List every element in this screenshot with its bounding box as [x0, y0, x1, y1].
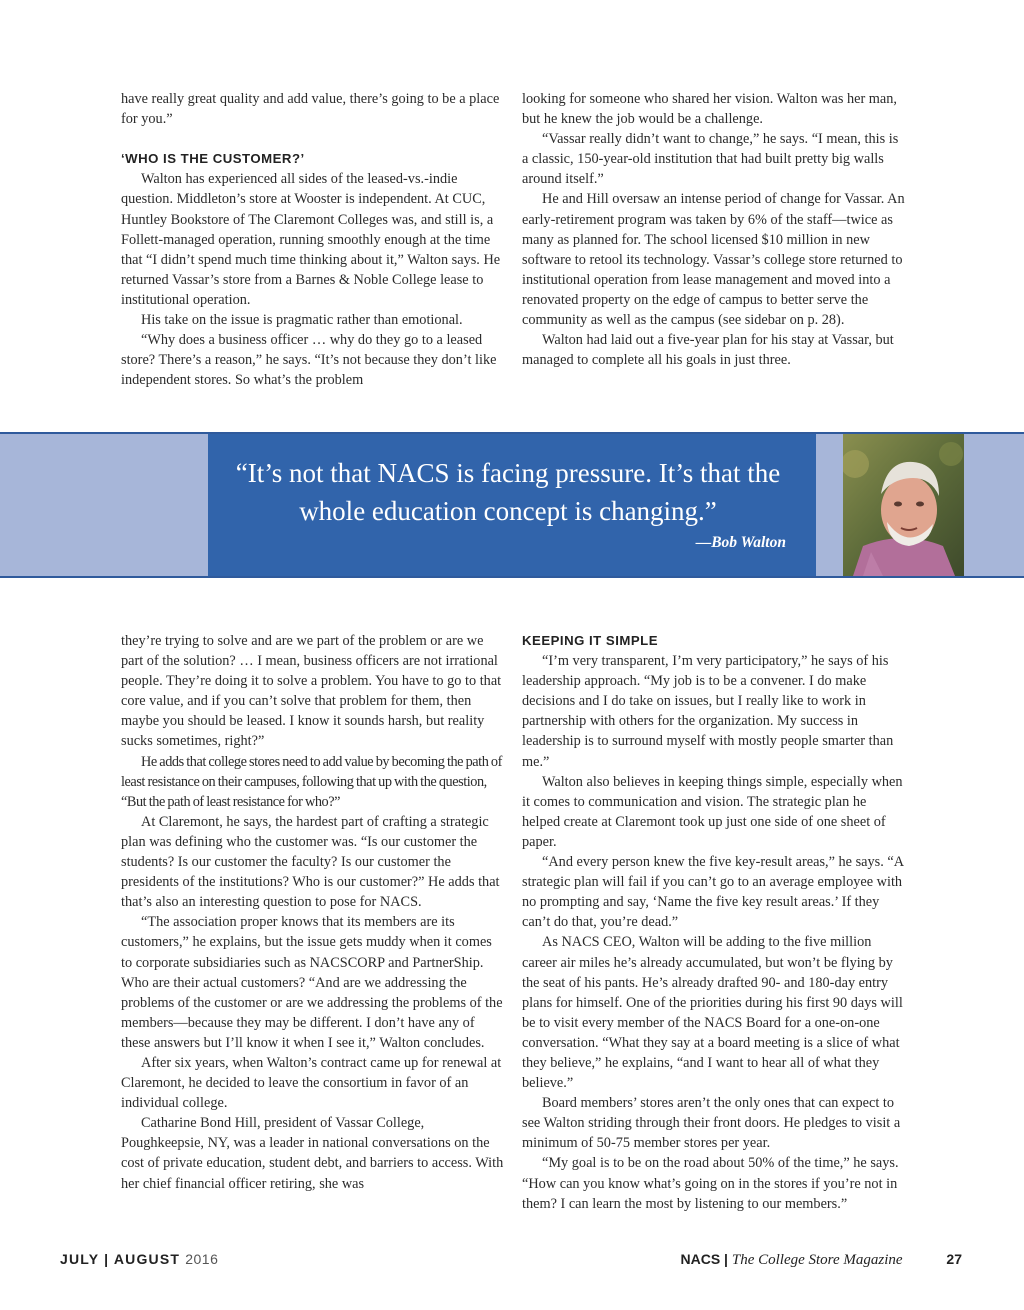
paragraph: have really great quality and add value, there’s going to be a place for you.”	[121, 91, 500, 128]
paragraph: At Claremont, he says, the hardest part of crafting a strategic plan was defining who the customer was. “Is our customer the students? Is our customer the faculty? Is our customer the presidents of the institutions? Who is our customer?” He adds that that’s also an interesting question to pose for NACS.	[121, 813, 500, 911]
footer-issue: JULY | AUGUST	[60, 1251, 181, 1267]
pull-quote-band	[0, 432, 1024, 578]
section-heading-who-is-the-customer: ‘WHO IS THE CUSTOMER?’	[121, 151, 305, 167]
pull-quote-text: “It’s not that NACS is facing pressure. It’s that the whole education concept is changing.”	[235, 458, 781, 526]
paragraph: He and Hill oversaw an intense period of change for Vassar. An early-retirement program was taken by 6% of the staff—twice as many as planned for. The school licensed $10 million in new software to retool its technology. Vassar’s college store returned to institutional operation from lease management and moved into a renovated property on the edge of campus to better serve the community as well as the campus (see sidebar on p. 28).	[522, 191, 905, 329]
article-column-bottom-left	[121, 631, 504, 1194]
page-number: 27	[946, 1251, 962, 1267]
footer-publication	[680, 1251, 962, 1269]
paragraph: His take on the issue is pragmatic rather than emotional.	[141, 312, 463, 329]
paragraph: “And every person knew the five key-result areas,” he says. “A strategic plan will fail if you can’t go to an average employee with no prompting and say, ‘Name the five key result areas.’ If they can’t do that, you’re dead.”	[522, 854, 904, 931]
paragraph: Walton also believes in keeping things simple, especially when it comes to communication and vision. The strategic plan he helped create at Claremont took up just one side of one sheet of paper.	[522, 773, 903, 850]
paragraph: “The association proper knows that its members are its customers,” he explains, but the issue gets muddy when it comes to corporate subsidiaries such as NACSCORP and PartnerShip. Who are their actual customers? “And are we addressing the problems of the customer or are we addressing the problems of the members—because they may be different. I don’t have any of these answers but I’ll know it when I see it,” Walton concludes.	[121, 914, 503, 1051]
paragraph: “My goal is to be on the road about 50% of the time,” he says. “How can you know what’s going on in the stores if you’re not in them? I can learn the most by listening to our members.”	[522, 1155, 899, 1212]
portrait-photo-icon	[843, 434, 964, 576]
bob-walton-portrait	[843, 434, 964, 576]
pull-quote-attribution: —Bob Walton	[695, 534, 786, 551]
paragraph: Walton had laid out a five-year plan for his stay at Vassar, but managed to complete all his goals in just three.	[522, 332, 894, 369]
paragraph: looking for someone who shared her vision. Walton was her man, but he knew the job would be a challenge.	[522, 91, 897, 128]
section-heading-keeping-it-simple: KEEPING IT SIMPLE	[522, 633, 658, 648]
article-column-top-right	[522, 89, 905, 370]
article-column-top-left	[121, 89, 504, 390]
footer-magazine-title: The College Store Magazine	[731, 1252, 903, 1268]
pull-quote-box	[208, 434, 816, 576]
paragraph: As NACS CEO, Walton will be adding to the five million career air miles he’s already accumulated, but won’t be flying by the seat of his pants. He’s already drafted 90- and 180-day entry plans for himself. One of the priorities during his first 90 days will be to visit every member of the NACS Board for a one-on-one conversation. “What they say at a board meeting is a slice of what they believe,” he explains, “and I want to hear all of what they believe.”	[522, 934, 903, 1092]
footer-year: 2016	[185, 1251, 219, 1267]
footer-brand: NACS |	[680, 1251, 728, 1267]
paragraph: “Why does a business officer … why do they go to a leased store? There’s a reason,” he says. “It’s not because they don’t like independent stores. So what’s the problem	[121, 332, 497, 389]
paragraph: “Vassar really didn’t want to change,” he says. “I mean, this is a classic, 150-year-old institution that had built pretty big walls around itself.”	[522, 131, 899, 188]
paragraph: Board members’ stores aren’t the only ones that can expect to see Walton striding through their front doors. He pledges to visit a minimum of 50-75 member stores per year.	[522, 1095, 901, 1152]
paragraph: Walton has experienced all sides of the leased-vs.-indie question. Middleton’s store at Wooster is independent. At CUC, Huntley Bookstore of The Claremont Colleges was, and still is, a Follett-managed operation, running smoothly enough at the time that “I didn’t spend much time thinking about it,” Walton says. He returned Vassar’s store from a Barnes & Noble College lease to institutional operation.	[121, 171, 501, 308]
paragraph: He adds that college stores need to add value by becoming the path of least resistance on their campuses, following that up with the question, “But the path of least resistance for who?”	[121, 753, 502, 810]
paragraph: After six years, when Walton’s contract came up for renewal at Claremont, he decided to leave the consortium in favor of an individual college.	[121, 1054, 502, 1112]
paragraph: Catharine Bond Hill, president of Vassar College, Poughkeepsie, NY, was a leader in national conversations on the cost of private education, student debt, and barriers to access. With her chief financial officer retiring, she was	[121, 1115, 504, 1192]
footer-issue-date	[60, 1251, 218, 1267]
paragraph: they’re trying to solve and are we part of the problem or are we part of the solution? … I mean, business officers are not irrational people. They’re doing it to solve a problem. You have to go to that core value, and if you can’t solve that problem for them, then maybe you should be leased. I know it sounds harsh, but reality sucks sometimes, right?”	[121, 633, 502, 750]
paragraph: “I’m very transparent, I’m very participatory,” he says of his leadership approach. “My job is to be a convener. I do make decisions and I do take on issues, but I really like to work in partnership with others for the organization. My success in leadership is to surround myself with mostly people smarter than me.”	[522, 653, 894, 770]
article-column-bottom-right	[522, 631, 905, 1214]
